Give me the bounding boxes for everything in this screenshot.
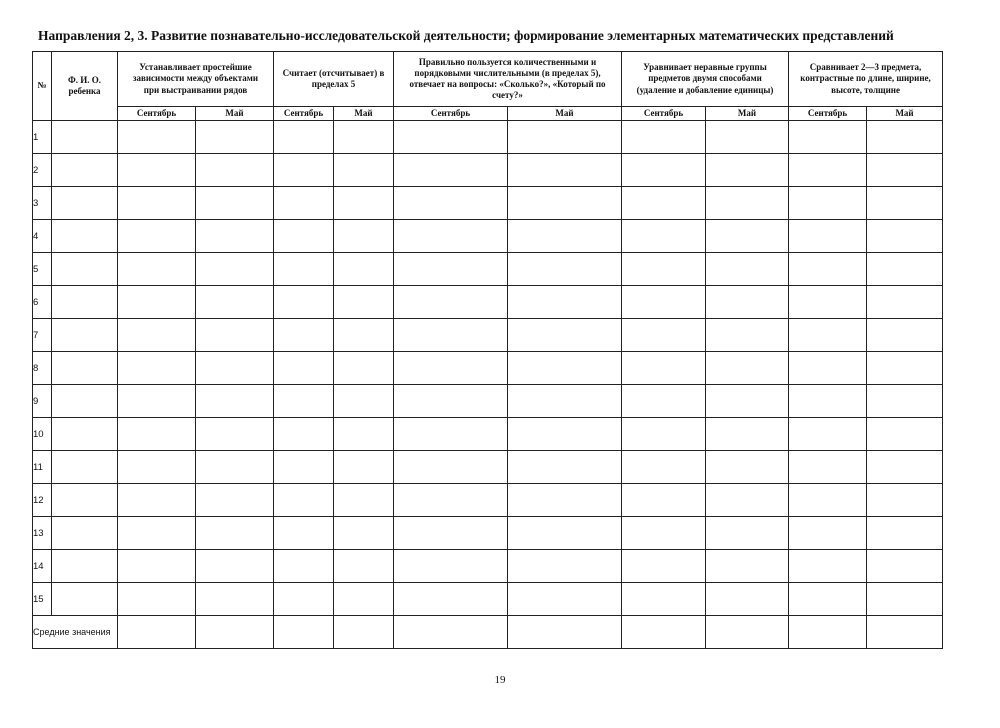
table-cell — [508, 253, 622, 286]
page-number: 19 — [494, 674, 506, 686]
fio-cell — [52, 154, 118, 187]
table-cell — [196, 319, 274, 352]
table-cell — [508, 187, 622, 220]
table-cell — [196, 583, 274, 616]
fio-cell — [52, 385, 118, 418]
table-cell — [334, 121, 394, 154]
table-cell — [789, 187, 867, 220]
header-may-4: Май — [706, 107, 789, 121]
fio-cell — [52, 121, 118, 154]
table-cell — [334, 451, 394, 484]
row-number: 5 — [33, 253, 52, 286]
row-number: 6 — [33, 286, 52, 319]
table-cell — [789, 517, 867, 550]
table-cell — [334, 583, 394, 616]
table-row — [33, 154, 943, 187]
table-cell — [622, 550, 706, 583]
table-cell — [789, 220, 867, 253]
row-number: 13 — [33, 517, 52, 550]
table-cell — [508, 484, 622, 517]
header-may-2: Май — [334, 107, 394, 121]
table-cell — [706, 484, 789, 517]
table-cell — [622, 154, 706, 187]
table-cell — [706, 352, 789, 385]
fio-cell — [52, 319, 118, 352]
header-sep-5: Сентябрь — [789, 107, 867, 121]
table-cell — [196, 616, 274, 649]
table-cell — [789, 385, 867, 418]
table-cell — [622, 121, 706, 154]
header-group-2: Считает (отсчитывает) в пределах 5 — [274, 52, 394, 107]
header-sep-4: Сентябрь — [622, 107, 706, 121]
table-cell — [274, 616, 334, 649]
table-cell — [394, 286, 508, 319]
table-cell — [394, 187, 508, 220]
table-cell — [867, 616, 943, 649]
table-cell — [508, 154, 622, 187]
table-cell — [334, 418, 394, 451]
table-cell — [274, 352, 334, 385]
table-cell — [706, 550, 789, 583]
table-cell — [706, 583, 789, 616]
table-cell — [118, 451, 196, 484]
table-cell — [394, 517, 508, 550]
table-cell — [508, 583, 622, 616]
table-cell — [508, 352, 622, 385]
table-row — [33, 319, 943, 352]
table-cell — [508, 550, 622, 583]
table-cell — [118, 616, 196, 649]
table-cell — [394, 616, 508, 649]
table-cell — [706, 286, 789, 319]
row-number: 1 — [33, 121, 52, 154]
table-cell — [394, 121, 508, 154]
table-row — [33, 484, 943, 517]
header-fio: Ф. И. О. ребенка — [52, 52, 118, 121]
row-number: 3 — [33, 187, 52, 220]
table-cell — [508, 616, 622, 649]
table-cell — [394, 352, 508, 385]
header-sep-3: Сентябрь — [394, 107, 508, 121]
table-cell — [118, 583, 196, 616]
table-cell — [508, 220, 622, 253]
table-row — [33, 451, 943, 484]
header-may-5: Май — [867, 107, 943, 121]
table-row — [33, 352, 943, 385]
table-cell — [196, 418, 274, 451]
table-cell — [789, 418, 867, 451]
table-cell — [706, 253, 789, 286]
table-cell — [334, 385, 394, 418]
table-cell — [118, 385, 196, 418]
header-group-3: Правильно пользуется количественными и порядковыми числительными (в пределах 5), отвечает на вопросы: «Сколько?», «Который по счету?» — [394, 52, 622, 107]
table-cell — [334, 220, 394, 253]
fio-cell — [52, 484, 118, 517]
table-cell — [622, 187, 706, 220]
table-cell — [867, 187, 943, 220]
assessment-table — [32, 51, 943, 649]
table-cell — [394, 451, 508, 484]
table-cell — [196, 385, 274, 418]
fio-cell — [52, 517, 118, 550]
table-cell — [706, 121, 789, 154]
table-cell — [867, 517, 943, 550]
row-number: 10 — [33, 418, 52, 451]
table-cell — [118, 418, 196, 451]
row-number: 8 — [33, 352, 52, 385]
table-row — [33, 583, 943, 616]
table-cell — [274, 517, 334, 550]
table-cell — [118, 154, 196, 187]
table-cell — [622, 418, 706, 451]
table-cell — [622, 319, 706, 352]
table-cell — [274, 220, 334, 253]
table-cell — [118, 253, 196, 286]
table-cell — [274, 385, 334, 418]
average-label: Средние значения — [33, 616, 118, 649]
row-number: 14 — [33, 550, 52, 583]
row-number: 9 — [33, 385, 52, 418]
table-cell — [334, 517, 394, 550]
table-cell — [274, 550, 334, 583]
fio-cell — [52, 286, 118, 319]
table-row — [33, 220, 943, 253]
table-cell — [274, 154, 334, 187]
table-cell — [789, 550, 867, 583]
table-row — [33, 253, 943, 286]
table-cell — [508, 451, 622, 484]
table-cell — [394, 253, 508, 286]
table-cell — [334, 286, 394, 319]
table-cell — [789, 484, 867, 517]
table-cell — [196, 253, 274, 286]
table-row — [33, 550, 943, 583]
table-cell — [394, 484, 508, 517]
table-cell — [867, 583, 943, 616]
table-cell — [394, 385, 508, 418]
table-cell — [508, 418, 622, 451]
table-cell — [196, 286, 274, 319]
table-cell — [867, 319, 943, 352]
table-cell — [196, 220, 274, 253]
table-cell — [622, 583, 706, 616]
header-sep-1: Сентябрь — [118, 107, 196, 121]
table-cell — [867, 286, 943, 319]
table-cell — [622, 484, 706, 517]
table-row — [33, 418, 943, 451]
table-cell — [789, 319, 867, 352]
table-cell — [118, 187, 196, 220]
header-may-1: Май — [196, 107, 274, 121]
row-number: 12 — [33, 484, 52, 517]
fio-cell — [52, 187, 118, 220]
table-cell — [334, 187, 394, 220]
fio-cell — [52, 550, 118, 583]
table-cell — [508, 385, 622, 418]
table-cell — [622, 517, 706, 550]
page-title: Направления 2, 3. Развитие познавательно-исследовательской деятельности; формирование элементарных математических представлений — [38, 28, 894, 43]
table-cell — [274, 451, 334, 484]
table-cell — [196, 451, 274, 484]
table-cell — [706, 187, 789, 220]
table-cell — [274, 253, 334, 286]
table-cell — [334, 154, 394, 187]
header-group-4: Уравнивает неравные группы предметов двумя способами (удаление и добавление единицы) — [622, 52, 789, 107]
row-number: 4 — [33, 220, 52, 253]
header-sep-2: Сентябрь — [274, 107, 334, 121]
table-cell — [118, 121, 196, 154]
table-row — [33, 187, 943, 220]
table-cell — [274, 121, 334, 154]
table-cell — [706, 616, 789, 649]
table-cell — [867, 385, 943, 418]
header-group-5: Сравнивает 2—3 предмета, контрастные по длине, ширине, высоте, толщине — [789, 52, 943, 107]
table-cell — [622, 253, 706, 286]
table-cell — [118, 517, 196, 550]
row-number: 15 — [33, 583, 52, 616]
row-number: 7 — [33, 319, 52, 352]
table-cell — [867, 550, 943, 583]
table-cell — [622, 616, 706, 649]
fio-cell — [52, 253, 118, 286]
table-cell — [789, 583, 867, 616]
table-cell — [706, 451, 789, 484]
table-body — [33, 121, 943, 616]
table-cell — [196, 484, 274, 517]
table-cell — [706, 319, 789, 352]
table-cell — [196, 550, 274, 583]
table-cell — [274, 319, 334, 352]
row-number: 11 — [33, 451, 52, 484]
table-cell — [118, 286, 196, 319]
row-number: 2 — [33, 154, 52, 187]
table-cell — [274, 418, 334, 451]
table-cell — [394, 550, 508, 583]
table-cell — [274, 286, 334, 319]
table-cell — [867, 220, 943, 253]
table-cell — [334, 616, 394, 649]
table-cell — [789, 121, 867, 154]
table-cell — [706, 220, 789, 253]
header-group-1: Устанавливает простейшие зависимости между объектами при выстраивании рядов — [118, 52, 274, 107]
table-cell — [508, 517, 622, 550]
table-cell — [706, 154, 789, 187]
table-cell — [706, 385, 789, 418]
table-cell — [394, 418, 508, 451]
table-cell — [867, 484, 943, 517]
header-may-3: Май — [508, 107, 622, 121]
table-cell — [274, 583, 334, 616]
table-cell — [867, 418, 943, 451]
table-cell — [196, 154, 274, 187]
fio-cell — [52, 220, 118, 253]
table-row — [33, 517, 943, 550]
table-cell — [334, 352, 394, 385]
table-cell — [622, 385, 706, 418]
table-cell — [622, 220, 706, 253]
table-cell — [867, 253, 943, 286]
fio-cell — [52, 583, 118, 616]
table-cell — [118, 352, 196, 385]
table-cell — [789, 253, 867, 286]
table-cell — [867, 451, 943, 484]
table-cell — [867, 154, 943, 187]
table-cell — [706, 517, 789, 550]
table-cell — [334, 550, 394, 583]
table-cell — [508, 319, 622, 352]
table-row — [33, 286, 943, 319]
table-cell — [622, 286, 706, 319]
table-cell — [274, 484, 334, 517]
table-row — [33, 385, 943, 418]
table-cell — [789, 286, 867, 319]
table-cell — [394, 583, 508, 616]
table-cell — [789, 154, 867, 187]
fio-cell — [52, 418, 118, 451]
table-cell — [508, 121, 622, 154]
table-cell — [789, 352, 867, 385]
table-cell — [508, 286, 622, 319]
table-cell — [622, 352, 706, 385]
average-row — [33, 616, 943, 649]
table-cell — [196, 517, 274, 550]
table-cell — [118, 484, 196, 517]
table-cell — [622, 451, 706, 484]
fio-cell — [52, 451, 118, 484]
table-cell — [394, 319, 508, 352]
table-cell — [334, 484, 394, 517]
table-cell — [118, 220, 196, 253]
table-cell — [334, 253, 394, 286]
table-cell — [867, 121, 943, 154]
table-cell — [789, 616, 867, 649]
table-cell — [789, 451, 867, 484]
table-cell — [334, 319, 394, 352]
table-cell — [196, 121, 274, 154]
header-num: № — [33, 52, 52, 121]
table-cell — [706, 418, 789, 451]
table-cell — [196, 187, 274, 220]
table-cell — [118, 550, 196, 583]
table-row — [33, 121, 943, 154]
fio-cell — [52, 352, 118, 385]
table-cell — [394, 154, 508, 187]
table-cell — [196, 352, 274, 385]
table-cell — [118, 319, 196, 352]
table-cell — [867, 352, 943, 385]
table-cell — [394, 220, 508, 253]
table-cell — [274, 187, 334, 220]
